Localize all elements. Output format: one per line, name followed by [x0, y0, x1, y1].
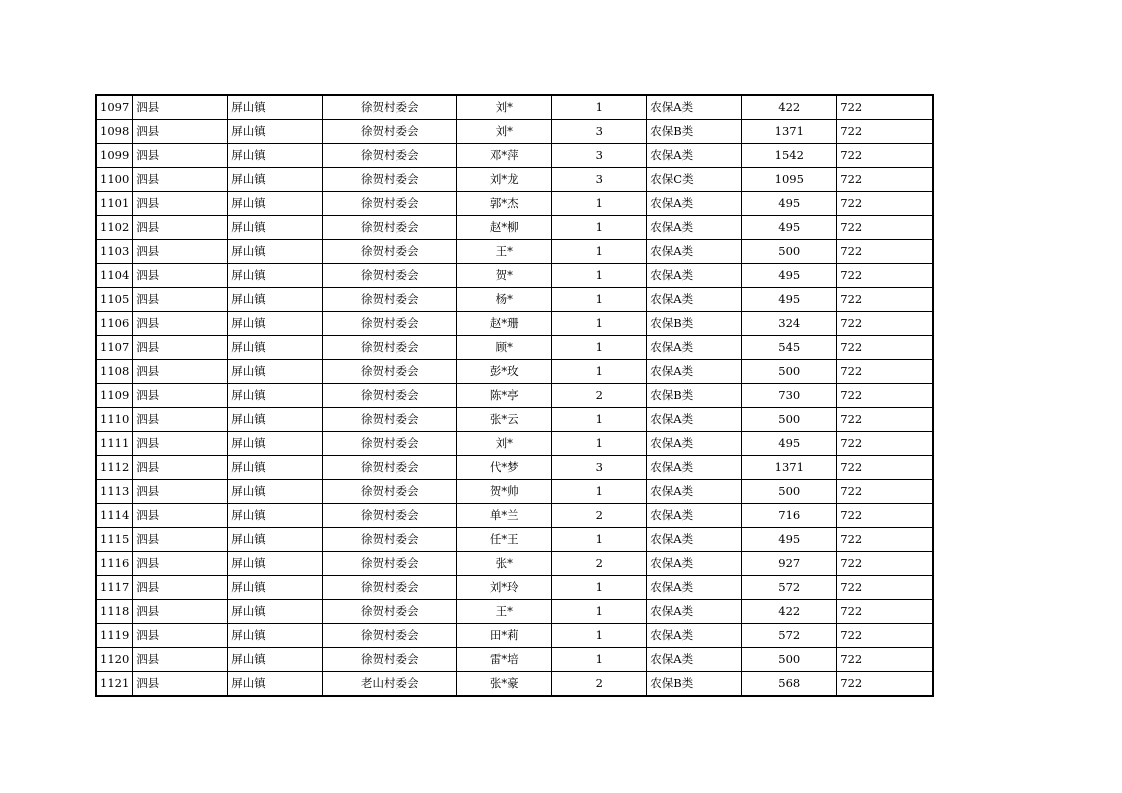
town-cell: 屏山镇 [228, 144, 323, 168]
data-table [95, 94, 934, 697]
row-number-cell: 1100 [96, 168, 133, 192]
standard-cell: 722 [837, 192, 933, 216]
table-row [96, 192, 933, 216]
name-cell: 雷*培 [457, 648, 552, 672]
household-size-cell: 1 [552, 480, 647, 504]
household-size-cell: 1 [552, 216, 647, 240]
name-cell: 刘* [457, 95, 552, 120]
village-cell: 徐贺村委会 [323, 600, 457, 624]
household-size-cell: 1 [552, 288, 647, 312]
village-cell: 徐贺村委会 [323, 480, 457, 504]
standard-cell: 722 [837, 552, 933, 576]
table-row [96, 120, 933, 144]
standard-cell: 722 [837, 288, 933, 312]
table-body [96, 95, 933, 696]
household-size-cell: 1 [552, 240, 647, 264]
name-cell: 田*莉 [457, 624, 552, 648]
standard-cell: 722 [837, 576, 933, 600]
name-cell: 邓*萍 [457, 144, 552, 168]
name-cell: 任*王 [457, 528, 552, 552]
amount-cell: 422 [742, 95, 837, 120]
row-number-cell: 1105 [96, 288, 133, 312]
table-row [96, 552, 933, 576]
name-cell: 刘*龙 [457, 168, 552, 192]
town-cell: 屏山镇 [228, 336, 323, 360]
town-cell: 屏山镇 [228, 456, 323, 480]
name-cell: 杨* [457, 288, 552, 312]
category-cell: 农保A类 [647, 528, 742, 552]
row-number-cell: 1112 [96, 456, 133, 480]
standard-cell: 722 [837, 504, 933, 528]
category-cell: 农保A类 [647, 240, 742, 264]
category-cell: 农保C类 [647, 168, 742, 192]
name-cell: 贺*帅 [457, 480, 552, 504]
table-row [96, 408, 933, 432]
table-row [96, 216, 933, 240]
table-row [96, 432, 933, 456]
table-row [96, 480, 933, 504]
category-cell: 农保A类 [647, 600, 742, 624]
county-cell: 泗县 [133, 336, 228, 360]
row-number-cell: 1103 [96, 240, 133, 264]
name-cell: 张*豪 [457, 672, 552, 697]
village-cell: 徐贺村委会 [323, 168, 457, 192]
category-cell: 农保A类 [647, 144, 742, 168]
category-cell: 农保A类 [647, 264, 742, 288]
county-cell: 泗县 [133, 672, 228, 697]
category-cell: 农保A类 [647, 408, 742, 432]
county-cell: 泗县 [133, 360, 228, 384]
row-number-cell: 1118 [96, 600, 133, 624]
row-number-cell: 1107 [96, 336, 133, 360]
table-row [96, 360, 933, 384]
household-size-cell: 3 [552, 456, 647, 480]
county-cell: 泗县 [133, 408, 228, 432]
category-cell: 农保B类 [647, 672, 742, 697]
county-cell: 泗县 [133, 384, 228, 408]
town-cell: 屏山镇 [228, 240, 323, 264]
table-row [96, 600, 933, 624]
village-cell: 徐贺村委会 [323, 552, 457, 576]
name-cell: 贺* [457, 264, 552, 288]
name-cell: 刘* [457, 432, 552, 456]
town-cell: 屏山镇 [228, 624, 323, 648]
town-cell: 屏山镇 [228, 408, 323, 432]
county-cell: 泗县 [133, 95, 228, 120]
table-row [96, 384, 933, 408]
village-cell: 徐贺村委会 [323, 95, 457, 120]
category-cell: 农保A类 [647, 360, 742, 384]
county-cell: 泗县 [133, 576, 228, 600]
name-cell: 陈*亭 [457, 384, 552, 408]
town-cell: 屏山镇 [228, 384, 323, 408]
amount-cell: 495 [742, 288, 837, 312]
standard-cell: 722 [837, 216, 933, 240]
name-cell: 代*梦 [457, 456, 552, 480]
table-row [96, 168, 933, 192]
household-size-cell: 1 [552, 528, 647, 552]
table-row [96, 288, 933, 312]
name-cell: 刘* [457, 120, 552, 144]
standard-cell: 722 [837, 648, 933, 672]
county-cell: 泗县 [133, 168, 228, 192]
village-cell: 徐贺村委会 [323, 144, 457, 168]
category-cell: 农保A类 [647, 192, 742, 216]
table-row [96, 528, 933, 552]
town-cell: 屏山镇 [228, 312, 323, 336]
town-cell: 屏山镇 [228, 528, 323, 552]
county-cell: 泗县 [133, 528, 228, 552]
row-number-cell: 1098 [96, 120, 133, 144]
amount-cell: 495 [742, 432, 837, 456]
amount-cell: 495 [742, 264, 837, 288]
village-cell: 徐贺村委会 [323, 576, 457, 600]
household-size-cell: 1 [552, 576, 647, 600]
standard-cell: 722 [837, 672, 933, 697]
category-cell: 农保A类 [647, 480, 742, 504]
category-cell: 农保A类 [647, 504, 742, 528]
town-cell: 屏山镇 [228, 600, 323, 624]
household-size-cell: 1 [552, 648, 647, 672]
village-cell: 徐贺村委会 [323, 120, 457, 144]
household-size-cell: 1 [552, 95, 647, 120]
household-size-cell: 1 [552, 312, 647, 336]
town-cell: 屏山镇 [228, 432, 323, 456]
table-row [96, 576, 933, 600]
category-cell: 农保A类 [647, 552, 742, 576]
household-size-cell: 3 [552, 120, 647, 144]
amount-cell: 572 [742, 624, 837, 648]
county-cell: 泗县 [133, 144, 228, 168]
town-cell: 屏山镇 [228, 576, 323, 600]
name-cell: 赵*珊 [457, 312, 552, 336]
county-cell: 泗县 [133, 480, 228, 504]
village-cell: 徐贺村委会 [323, 504, 457, 528]
household-size-cell: 3 [552, 144, 647, 168]
category-cell: 农保B类 [647, 120, 742, 144]
name-cell: 顾* [457, 336, 552, 360]
amount-cell: 568 [742, 672, 837, 697]
category-cell: 农保A类 [647, 432, 742, 456]
amount-cell: 927 [742, 552, 837, 576]
amount-cell: 324 [742, 312, 837, 336]
name-cell: 刘*玲 [457, 576, 552, 600]
amount-cell: 1371 [742, 456, 837, 480]
standard-cell: 722 [837, 120, 933, 144]
table-row [96, 144, 933, 168]
household-size-cell: 1 [552, 408, 647, 432]
household-size-cell: 1 [552, 624, 647, 648]
county-cell: 泗县 [133, 600, 228, 624]
town-cell: 屏山镇 [228, 648, 323, 672]
table-row [96, 240, 933, 264]
amount-cell: 572 [742, 576, 837, 600]
standard-cell: 722 [837, 336, 933, 360]
amount-cell: 495 [742, 216, 837, 240]
town-cell: 屏山镇 [228, 95, 323, 120]
table-row [96, 312, 933, 336]
row-number-cell: 1097 [96, 95, 133, 120]
household-size-cell: 2 [552, 504, 647, 528]
table-row [96, 336, 933, 360]
category-cell: 农保B类 [647, 312, 742, 336]
village-cell: 徐贺村委会 [323, 240, 457, 264]
amount-cell: 1095 [742, 168, 837, 192]
town-cell: 屏山镇 [228, 216, 323, 240]
category-cell: 农保A类 [647, 288, 742, 312]
standard-cell: 722 [837, 600, 933, 624]
category-cell: 农保A类 [647, 624, 742, 648]
amount-cell: 500 [742, 360, 837, 384]
town-cell: 屏山镇 [228, 360, 323, 384]
village-cell: 徐贺村委会 [323, 456, 457, 480]
row-number-cell: 1117 [96, 576, 133, 600]
county-cell: 泗县 [133, 240, 228, 264]
standard-cell: 722 [837, 624, 933, 648]
village-cell: 徐贺村委会 [323, 648, 457, 672]
town-cell: 屏山镇 [228, 504, 323, 528]
standard-cell: 722 [837, 456, 933, 480]
household-size-cell: 1 [552, 336, 647, 360]
amount-cell: 495 [742, 192, 837, 216]
standard-cell: 722 [837, 432, 933, 456]
row-number-cell: 1116 [96, 552, 133, 576]
table-row [96, 672, 933, 697]
standard-cell: 722 [837, 528, 933, 552]
standard-cell: 722 [837, 408, 933, 432]
standard-cell: 722 [837, 168, 933, 192]
category-cell: 农保B类 [647, 384, 742, 408]
county-cell: 泗县 [133, 192, 228, 216]
county-cell: 泗县 [133, 264, 228, 288]
village-cell: 徐贺村委会 [323, 528, 457, 552]
amount-cell: 1371 [742, 120, 837, 144]
town-cell: 屏山镇 [228, 168, 323, 192]
household-size-cell: 2 [552, 384, 647, 408]
county-cell: 泗县 [133, 312, 228, 336]
amount-cell: 545 [742, 336, 837, 360]
county-cell: 泗县 [133, 648, 228, 672]
village-cell: 徐贺村委会 [323, 432, 457, 456]
town-cell: 屏山镇 [228, 552, 323, 576]
standard-cell: 722 [837, 240, 933, 264]
village-cell: 徐贺村委会 [323, 384, 457, 408]
category-cell: 农保A类 [647, 216, 742, 240]
row-number-cell: 1111 [96, 432, 133, 456]
amount-cell: 500 [742, 648, 837, 672]
household-size-cell: 1 [552, 360, 647, 384]
county-cell: 泗县 [133, 288, 228, 312]
town-cell: 屏山镇 [228, 288, 323, 312]
village-cell: 徐贺村委会 [323, 192, 457, 216]
row-number-cell: 1110 [96, 408, 133, 432]
village-cell: 老山村委会 [323, 672, 457, 697]
row-number-cell: 1109 [96, 384, 133, 408]
village-cell: 徐贺村委会 [323, 336, 457, 360]
name-cell: 张*云 [457, 408, 552, 432]
village-cell: 徐贺村委会 [323, 360, 457, 384]
name-cell: 赵*柳 [457, 216, 552, 240]
row-number-cell: 1106 [96, 312, 133, 336]
row-number-cell: 1114 [96, 504, 133, 528]
standard-cell: 722 [837, 95, 933, 120]
category-cell: 农保A类 [647, 576, 742, 600]
name-cell: 王* [457, 240, 552, 264]
row-number-cell: 1115 [96, 528, 133, 552]
amount-cell: 730 [742, 384, 837, 408]
amount-cell: 422 [742, 600, 837, 624]
row-number-cell: 1120 [96, 648, 133, 672]
table-row [96, 624, 933, 648]
town-cell: 屏山镇 [228, 120, 323, 144]
household-size-cell: 1 [552, 192, 647, 216]
amount-cell: 500 [742, 240, 837, 264]
standard-cell: 722 [837, 480, 933, 504]
category-cell: 农保A类 [647, 456, 742, 480]
row-number-cell: 1101 [96, 192, 133, 216]
standard-cell: 722 [837, 360, 933, 384]
row-number-cell: 1099 [96, 144, 133, 168]
household-size-cell: 3 [552, 168, 647, 192]
town-cell: 屏山镇 [228, 264, 323, 288]
standard-cell: 722 [837, 312, 933, 336]
row-number-cell: 1108 [96, 360, 133, 384]
row-number-cell: 1121 [96, 672, 133, 697]
town-cell: 屏山镇 [228, 672, 323, 697]
county-cell: 泗县 [133, 504, 228, 528]
standard-cell: 722 [837, 384, 933, 408]
county-cell: 泗县 [133, 624, 228, 648]
county-cell: 泗县 [133, 120, 228, 144]
village-cell: 徐贺村委会 [323, 312, 457, 336]
table-row [96, 504, 933, 528]
household-size-cell: 2 [552, 552, 647, 576]
category-cell: 农保A类 [647, 648, 742, 672]
town-cell: 屏山镇 [228, 192, 323, 216]
county-cell: 泗县 [133, 456, 228, 480]
table-row [96, 264, 933, 288]
household-size-cell: 1 [552, 600, 647, 624]
amount-cell: 1542 [742, 144, 837, 168]
amount-cell: 495 [742, 528, 837, 552]
row-number-cell: 1119 [96, 624, 133, 648]
category-cell: 农保A类 [647, 336, 742, 360]
village-cell: 徐贺村委会 [323, 216, 457, 240]
amount-cell: 716 [742, 504, 837, 528]
table-row [96, 648, 933, 672]
town-cell: 屏山镇 [228, 480, 323, 504]
table-row [96, 456, 933, 480]
name-cell: 单*兰 [457, 504, 552, 528]
row-number-cell: 1104 [96, 264, 133, 288]
table-row [96, 95, 933, 120]
name-cell: 张* [457, 552, 552, 576]
county-cell: 泗县 [133, 552, 228, 576]
standard-cell: 722 [837, 144, 933, 168]
village-cell: 徐贺村委会 [323, 624, 457, 648]
household-size-cell: 1 [552, 432, 647, 456]
county-cell: 泗县 [133, 432, 228, 456]
name-cell: 王* [457, 600, 552, 624]
household-size-cell: 2 [552, 672, 647, 697]
village-cell: 徐贺村委会 [323, 408, 457, 432]
village-cell: 徐贺村委会 [323, 264, 457, 288]
amount-cell: 500 [742, 408, 837, 432]
row-number-cell: 1102 [96, 216, 133, 240]
amount-cell: 500 [742, 480, 837, 504]
name-cell: 郭*杰 [457, 192, 552, 216]
village-cell: 徐贺村委会 [323, 288, 457, 312]
category-cell: 农保A类 [647, 95, 742, 120]
standard-cell: 722 [837, 264, 933, 288]
county-cell: 泗县 [133, 216, 228, 240]
row-number-cell: 1113 [96, 480, 133, 504]
name-cell: 彭*玫 [457, 360, 552, 384]
household-size-cell: 1 [552, 264, 647, 288]
